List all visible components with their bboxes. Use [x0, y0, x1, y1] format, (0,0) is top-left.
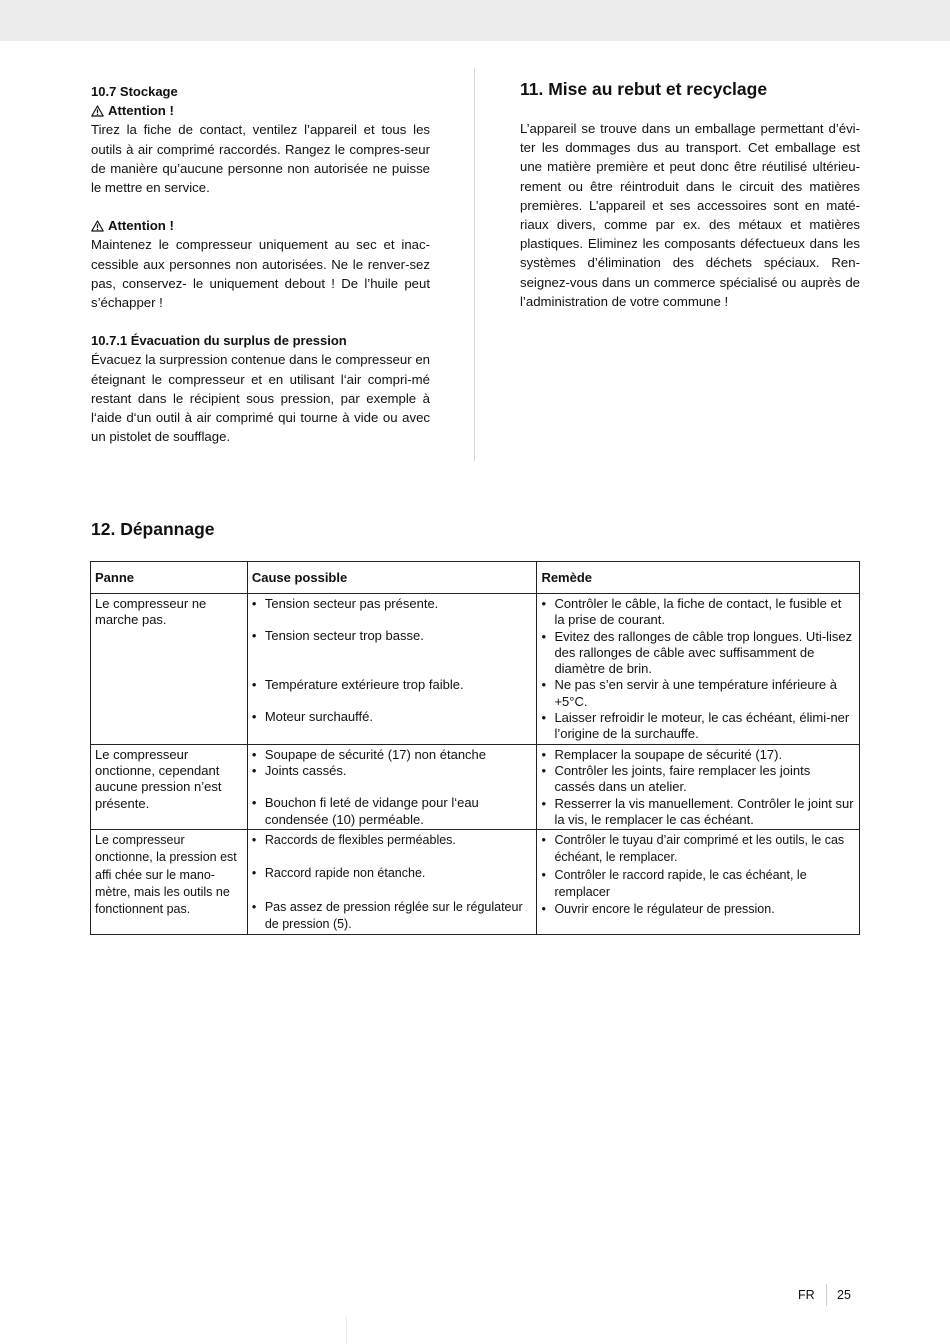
list-item: • Contrôler le câble, la fiche de contact, le fusible et la prise de courant.	[541, 596, 854, 629]
table-row	[91, 594, 860, 745]
page-number: 25	[837, 1288, 851, 1302]
section-recyclage	[520, 78, 860, 311]
list-item: • Contrôler les joints, faire remplacer les joints cassés dans un atelier.	[541, 763, 854, 796]
table-header-row	[91, 562, 860, 594]
warning-triangle-icon	[91, 220, 104, 232]
list-item: • Laisser refroidir le moteur, le cas échéant, élimi-ner l’origine de la surchauffe.	[541, 710, 854, 743]
table-row	[91, 830, 860, 935]
list-item: • Raccord rapide non étanche.	[252, 865, 532, 882]
list-item: • Moteur surchauffé.	[252, 709, 532, 725]
list-item: • Ouvrir encore le régulateur de pression.	[541, 901, 854, 918]
evacuation-text: Évacuez la surpression contenue dans le compresseur en éteignant le compresseur et en utilisant l‘air compri-mé restant dans le récipient sous pression, par exemple à l‘aide d‘un outil à air comprimé qui tourne à vide ou avec un pistolet de soufflage.	[91, 352, 430, 445]
list-item: • Tension secteur pas présente.	[252, 596, 532, 612]
cause-cell	[247, 744, 537, 829]
depannage-title: 12. Dépannage	[91, 519, 215, 539]
list-item: • Pas assez de pression réglée sur le régulateur de pression (5).	[252, 899, 532, 933]
remede-cell	[537, 594, 860, 745]
list-item: • Remplacer la soupape de sécurité (17).	[541, 747, 854, 763]
stockage-title: 10.7 Stockage	[91, 84, 178, 99]
list-item: • Ne pas s’en servir à une température inférieure à +5°C.	[541, 677, 854, 710]
table-row	[91, 744, 860, 829]
warning-2	[91, 216, 430, 235]
stockage-text-1: Tirez la fiche de contact, ventilez l’appareil et tous les outils à air comprimé raccordés. Rangez le compres-seur de manière qu’aucune personne non autorisée ne puisse le mettre en service.	[91, 122, 430, 196]
recyclage-title: 11. Mise au rebut et recyclage	[520, 79, 768, 99]
page-footer	[798, 1284, 851, 1306]
panne-cell: Le compresseur onctionne, cependant aucune pression n’est présente.	[91, 744, 248, 829]
remede-cell	[537, 744, 860, 829]
panne-cell: Le compresseur ne marche pas.	[91, 594, 248, 745]
language-code: FR	[798, 1288, 815, 1302]
list-item: • Resserrer la vis manuellement. Contrôler le joint sur la vis, le remplacer le cas échéant.	[541, 796, 854, 829]
cause-cell	[247, 830, 537, 935]
evacuation-title: 10.7.1 Évacuation du surplus de pression	[91, 333, 347, 349]
column-divider	[474, 68, 475, 461]
panne-cell: Le compresseur onctionne, la pression est affi chée sur le mano-mètre, mais les outils ne fonctionnent pas.	[91, 830, 248, 935]
stockage-text-2: Maintenez le compresseur uniquement au sec et inac-cessible aux personnes non autorisées. Ne le renver-sez pas, conservez- le uniquement debout ! De l’huile peut s’échapper !	[91, 237, 430, 311]
header-cause: Cause possible	[247, 562, 537, 594]
footer-divider	[826, 1284, 827, 1306]
header-remede: Remède	[537, 562, 860, 594]
bottom-edge-mark	[346, 1316, 347, 1344]
list-item: • Tension secteur trop basse.	[252, 628, 532, 644]
warning-2-label: Attention !	[108, 218, 174, 234]
warning-1	[91, 101, 430, 120]
list-item: • Bouchon fi leté de vidange pour l‘eau condensée (10) perméable.	[252, 795, 532, 828]
list-item: • Evitez des rallonges de câble trop longues. Uti-lisez des rallonges de câble avec suffisamment de diamètre de brin.	[541, 629, 854, 678]
header-panne: Panne	[91, 562, 248, 594]
remede-cell	[537, 830, 860, 935]
cause-cell	[247, 594, 537, 745]
troubleshooting-table	[90, 561, 860, 935]
list-item: • Température extérieure trop faible.	[252, 677, 532, 693]
list-item: • Joints cassés.	[252, 763, 532, 779]
top-band	[0, 0, 950, 41]
list-item: • Raccords de flexibles perméables.	[252, 832, 532, 849]
section-stockage	[91, 82, 430, 446]
warning-1-label: Attention !	[108, 103, 174, 119]
list-item: • Contrôler le tuyau d’air comprimé et les outils, le cas échéant, le remplacer.	[541, 832, 854, 866]
list-item: • Contrôler le raccord rapide, le cas échéant, le remplacer	[541, 867, 854, 901]
list-item: • Soupape de sécurité (17) non étanche	[252, 747, 532, 763]
warning-triangle-icon	[91, 105, 104, 117]
recyclage-text: L’appareil se trouve dans un emballage permettant d’évi-ter les dommages dus au transport. Cet emballage est une matière première et peut donc être réutilisé ultérieu-rement ou être réintroduit dans le circuit des matières premières. L’appareil et ses accessoires sont en maté-riaux divers, comme par ex. des métaux et matières plastiques. Eliminez les composants défectueux dans les systèmes d’élimination des déchets spéciaux. Ren-seignez-vous dans un commerce spécialisé ou auprès de l’administration de votre commune !	[520, 121, 860, 309]
